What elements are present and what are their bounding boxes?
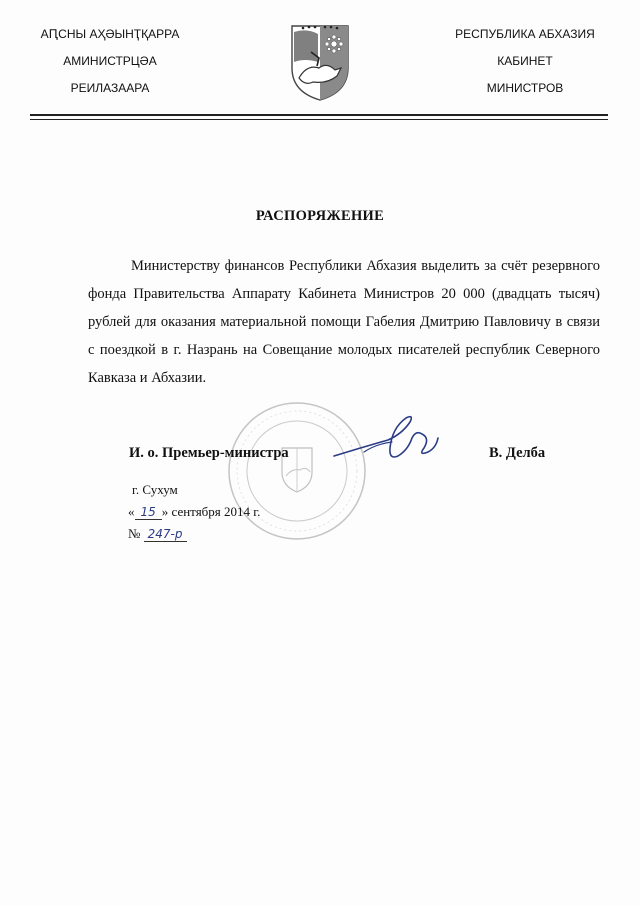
header-left-line-3: РЕИЛАЗААРА [70,81,150,95]
place-of-issue: г. Сухум [132,482,178,497]
header-left-line-2: АМИНИСТРЦӘА [63,54,157,68]
document-number [128,526,187,542]
document-title: РАСПОРЯЖЕНИЕ [255,208,385,224]
header-divider-thick [30,114,608,116]
handwritten-signature [330,408,450,478]
date-open-quote: « [128,504,135,519]
header-right-line-1: РЕСПУБЛИКА АБХАЗИЯ [455,27,595,41]
date-day-handwritten: 15 [135,505,162,520]
header-russian-block [430,28,620,109]
coat-of-arms-emblem [289,22,351,102]
header-right-line-3: МИНИСТРОВ [486,81,564,95]
issue-date [128,504,260,520]
document-number-handwritten: 247-р [144,527,187,542]
header-divider-thin [30,119,608,120]
number-sign: № [128,526,141,541]
signatory-name: В. Делба [489,445,546,461]
header-abkhaz-block [20,28,200,109]
document-body: Министерству финансов Республики Абхазия выделить за счёт резервного фонда Правительства Аппарату Кабинета Министров 20 000 (двадцать тысяч) рублей для оказания материальной помощи Габелия Дмитрию Павловичу в связи с поездкой в г. Назрань на Совещание молодых писателей республик Северного Кавказа и Абхазии. [88,258,600,386]
header-right-line-2: КАБИНЕТ [497,54,553,68]
signatory-position: И. о. Премьер-министра [129,445,289,461]
header-left-line-1: АԤСНЫ АҲӘЫНҬҚАРРА [40,27,180,41]
date-month-year: » сентября 2014 г. [161,504,261,519]
